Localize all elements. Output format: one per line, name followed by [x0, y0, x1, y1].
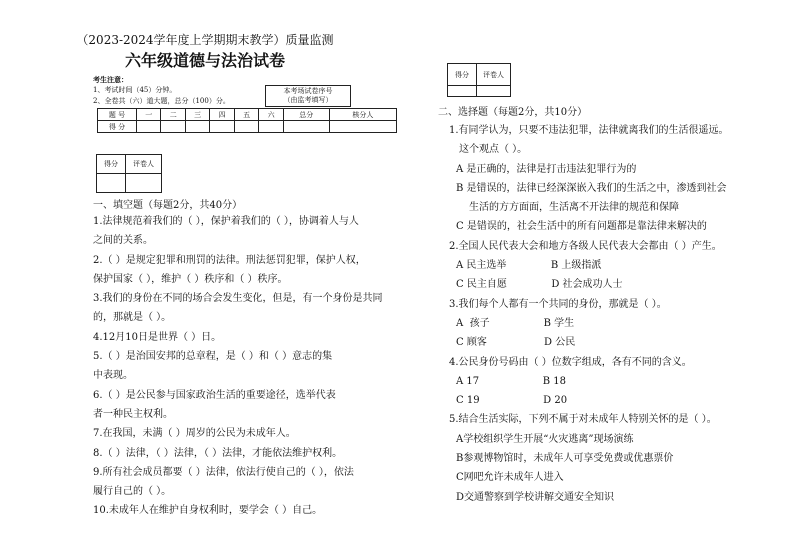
score-header-cell: 三 — [185, 109, 209, 121]
section2-line: 4.公民身份号码由（ ）位数字组成，各有不同的含义。 — [449, 356, 692, 368]
score-cell[interactable] — [259, 121, 283, 133]
notice-line-time: 1、考试时间（45）分钟。 — [93, 86, 177, 94]
score-header-cell: 核分人 — [329, 109, 396, 121]
section2-heading: 二、选择题（每题2分，共10分） — [438, 107, 588, 118]
score-header-cell: 五 — [234, 109, 258, 121]
section1-heading: 一、填空题（每题2分，共40分） — [93, 200, 243, 211]
section2-line: 5.结合生活实际，下列不属于对未成年人特别关怀的是（ ）。 — [449, 414, 717, 426]
grader-score-label: 得分 — [448, 64, 477, 86]
score-row-label: 得 分 — [98, 121, 137, 133]
score-cell[interactable] — [185, 121, 209, 133]
section1-line: 9.所有社会成员都要（ ）法律，依法行使自己的（ ），依法 — [93, 466, 354, 478]
section1-line: 保护国家（ ），维护（ ）秩序和（ ）秩序。 — [93, 273, 288, 285]
section2-line: 这个观点（ ）。 — [459, 144, 528, 156]
seat-number-note: （由监考填写） — [283, 96, 333, 104]
score-table-header-row — [98, 109, 397, 121]
score-table — [97, 108, 397, 133]
section1-line: 的，那就是（ ）。 — [93, 312, 172, 324]
section2-line: A 孩子 B 学生 — [456, 317, 575, 329]
grader-box-section2 — [447, 63, 511, 97]
score-header-cell: 四 — [210, 109, 234, 121]
grader-name-label: 评卷人 — [126, 155, 162, 174]
exam-title: 六年级道德与法治试卷 — [124, 51, 285, 70]
section2-line: B 是错误的，法律已经深深嵌入我们的生活之中，渗透到社会 — [456, 182, 727, 194]
section1-line: 者一种民主权利。 — [93, 408, 173, 420]
section2-line: 3.我们每个人都有一个共同的身份，那就是（ ）。 — [449, 298, 667, 310]
score-cell[interactable] — [234, 121, 258, 133]
section2-line: C 顾客 D 公民 — [456, 337, 576, 349]
section1-line: 3.我们的身份在不同的场合会发生变化，但是，有一个身份是共同 — [93, 293, 383, 305]
section1-line: 5.（ ）是治国安邦的总章程，是（ ）和（ ）意志的集 — [93, 351, 333, 363]
score-header-cell: 二 — [161, 109, 185, 121]
score-cell[interactable] — [283, 121, 329, 133]
seat-number-label: 本考场试卷序号 — [283, 87, 333, 95]
score-cell[interactable] — [161, 121, 185, 133]
section2-line: A 17 B 18 — [456, 375, 566, 387]
grader-name-cell[interactable] — [477, 86, 511, 97]
score-header-cell: 一 — [137, 109, 161, 121]
section2-line: 2.全国人民代表大会和地方各级人民代表大会都由（ ）产生。 — [449, 240, 722, 252]
section1-line: 7.在我国，未满（ ）周岁的公民为未成年人。 — [93, 428, 296, 440]
notice-heading: 考生注意： — [93, 75, 128, 84]
score-cell[interactable] — [210, 121, 234, 133]
section1-line: 中表现。 — [93, 370, 133, 382]
score-table-score-row — [98, 121, 397, 133]
grader-score-label: 得分 — [97, 155, 126, 174]
section1-line: 1.法律规范着我们的（ ），保护着我们的（ ），协调着人与人 — [93, 216, 359, 227]
exam-subtitle: （2023-2024学年度上学期期末教学）质量监测 — [76, 33, 334, 47]
notice-line-total: 2、全卷共（六）道大题，总分（100）分。 — [93, 97, 230, 105]
section1-line: 之间的关系。 — [93, 235, 153, 247]
section2-line: A 民主选举 B 上级指派 — [456, 260, 602, 272]
grader-box-section1 — [96, 154, 162, 193]
section2-line: C网吧允许未成年人进入 — [456, 472, 564, 484]
section1-line: 4.12月10日是世界（ ）日。 — [93, 331, 222, 343]
section2-line: C 19 D 20 — [456, 395, 568, 407]
section2-line: 1.有同学认为，只要不违法犯罪，法律就离我们的生活很遥远。 — [449, 125, 729, 136]
section2-line: D交通警察到学校讲解交通安全知识 — [456, 491, 615, 503]
score-cell[interactable] — [137, 121, 161, 133]
section2-line: C 是错误的，社会生活中的所有问题都是靠法律来解决的 — [456, 221, 707, 233]
score-header-cell: 六 — [259, 109, 283, 121]
score-header-cell: 题 号 — [98, 109, 137, 121]
section1-line: 6.（ ）是公民参与国家政治生活的重要途径，选举代表 — [93, 389, 336, 401]
section1-line: 履行自己的（ ）。 — [93, 486, 172, 498]
section1-line: 10.未成年人在维护自身权利时，要学会（ ）自己。 — [93, 505, 323, 517]
grader-score-cell[interactable] — [97, 174, 126, 193]
score-cell[interactable] — [329, 121, 396, 133]
grader-score-cell[interactable] — [448, 86, 477, 97]
seat-number-box — [265, 85, 351, 107]
section2-line: B参观博物馆时，未成年人可享受免费或优惠票价 — [456, 453, 674, 465]
section1-line: 2.（ ）是规定犯罪和刑罚的法律。刑法惩罚犯罪，保护人权， — [93, 254, 366, 266]
section2-line: 生活的方方面面，生活离不开法律的规范和保障 — [469, 202, 679, 214]
section2-line: A 是正确的，法律是打击违法犯罪行为的 — [456, 163, 637, 175]
section2-line: A学校组织学生开展“火灾逃离”现场演练 — [456, 433, 634, 445]
section2-questions — [449, 124, 729, 510]
grader-name-cell[interactable] — [126, 174, 162, 193]
score-header-cell: 总分 — [283, 109, 329, 121]
section1-questions — [93, 215, 383, 524]
section2-line: C 民主自愿 D 社会成功人士 — [456, 279, 623, 291]
grader-name-label: 评卷人 — [477, 64, 511, 86]
section1-line: 8.（ ）法律，（ ）法律，（ ）法律，才能依法维护权利。 — [93, 447, 343, 459]
